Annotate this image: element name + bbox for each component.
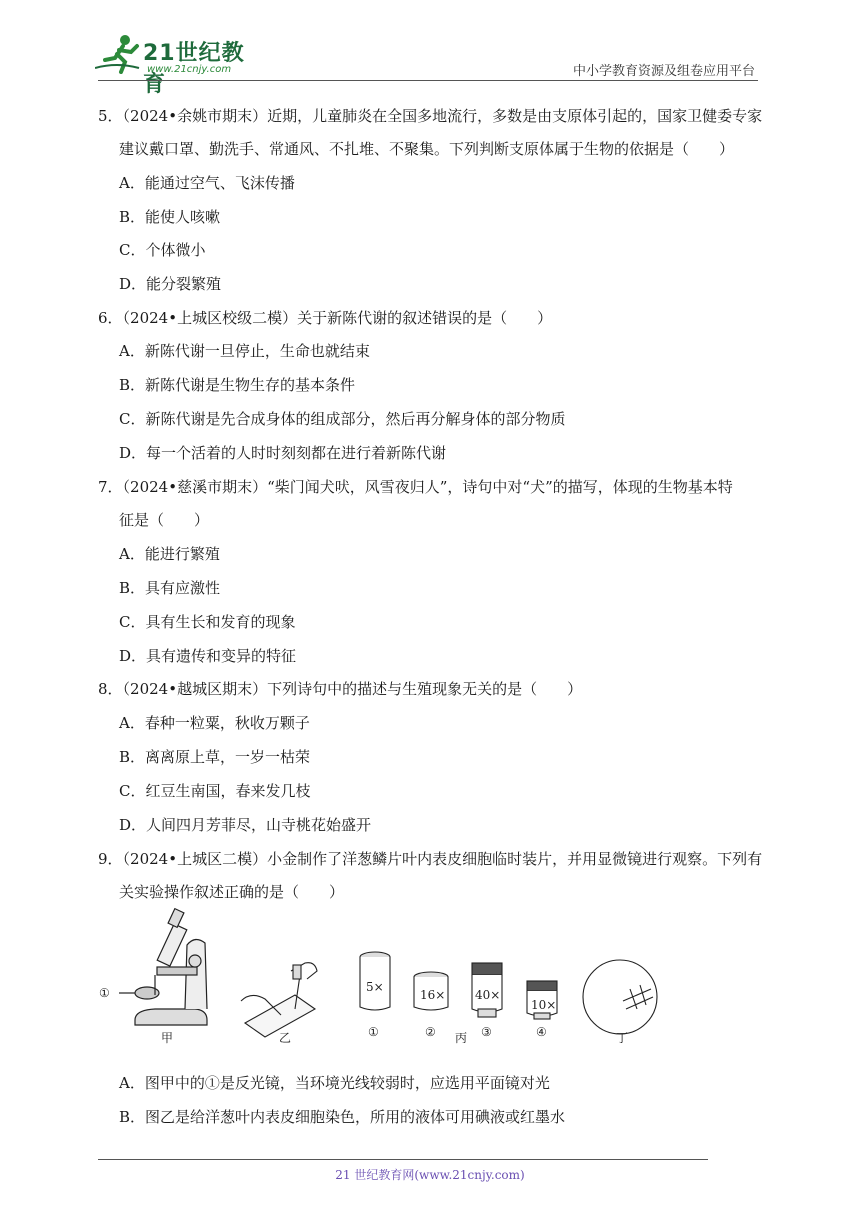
lens-mark-4: 10× [531,998,557,1012]
option-b: B．具有应激性 [119,579,221,597]
figure-label-yi: 乙 [279,1031,292,1045]
option-a: A．春种一粒粟，秋收万颗子 [119,714,310,732]
logo-text: 21世纪教育 [143,41,245,97]
header-divider [98,80,758,81]
lens-number-2: ② [425,1025,436,1039]
callout-number: ① [99,986,110,1000]
page-header [0,0,860,97]
option-d: D．能分裂繁殖 [119,275,222,293]
question-stem-cont: 征是（ ） [119,511,210,529]
footer-text: 21 世纪教育网(www.21cnjy.com) [335,1168,525,1182]
option-a: A．能进行繁殖 [119,545,220,563]
question-stem: （2024•上城区校级二模）关于新陈代谢的叙述错误的是（ ） [122,309,553,327]
option-d: D．人间四月芳菲尽，山寺桃花始盛开 [119,816,372,834]
question-stem-cont: 关实验操作叙述正确的是（ ） [119,883,345,901]
option-a: A．图甲中的①是反光镜，当环境光线较弱时，应选用平面镜对光 [119,1074,550,1092]
question-5 [98,106,762,126]
option-a: A．能通过空气、飞沫传播 [119,174,295,192]
logo-url: www.21cnjy.com [147,64,232,75]
question-stem: （2024•越城区期末）下列诗句中的描述与生殖现象无关的是（ ） [122,680,583,698]
field-of-view-icon [583,960,657,1034]
question-stem: （2024•余姚市期末）近期，儿童肺炎在全国多地流行，多数是由支原体引起的，国家卫健委专家 [122,107,763,125]
question-number: 7． [98,478,123,496]
option-b: B．离离原上草，一岁一枯荣 [119,748,311,766]
option-c: C．新陈代谢是先合成身体的组成部分，然后再分解身体的部分物质 [119,410,566,428]
runner-logo-icon [95,34,141,74]
site-logo [95,34,255,97]
lens-mark-1: 5× [366,980,384,994]
lens-number-4: ④ [536,1025,547,1039]
question-number: 8． [98,680,123,698]
question-6 [98,308,552,328]
lens-number-1: ① [368,1025,379,1039]
experiment-figure [95,905,675,1055]
figure-label-ding: 丁 [616,1031,629,1045]
question-9 [98,849,762,869]
option-b: B．图乙是给洋葱叶内表皮细胞染色，所用的液体可用碘液或红墨水 [119,1108,566,1126]
option-c: C．红豆生南国，春来发几枝 [119,782,311,800]
question-7 [98,477,733,497]
question-8 [98,679,582,699]
option-c: C．个体微小 [119,241,206,259]
microscope-icon [119,909,207,1025]
question-stem-cont: 建议戴口罩、勤洗手、常通风、不扎堆、不聚集。下列判断支原体属于生物的依据是（ ） [119,140,735,158]
lens-number-3: ③ [481,1025,492,1039]
option-b: B．能使人咳嗽 [119,208,221,226]
question-stem: （2024•上城区二模）小金制作了洋葱鳞片叶内表皮细胞临时装片，并用显微镜进行观察。下列有 [122,850,763,868]
option-a: A．新陈代谢一旦停止，生命也就结束 [119,342,370,360]
figure-label-bing: 丙 [455,1031,468,1045]
question-stem: （2024•慈溪市期末）“柴门闻犬吠，风雪夜归人”，诗句中对“犬”的描写，体现的生物基本特 [122,478,733,496]
figure-label-jia: 甲 [161,1031,174,1045]
option-c: C．具有生长和发育的现象 [119,613,296,631]
option-d: D．具有遗传和变异的特征 [119,647,297,665]
lens-mark-2: 16× [420,988,446,1002]
figure-illustration [95,905,675,1055]
question-number: 9． [98,850,123,868]
footer-divider [98,1159,708,1160]
platform-title: 中小学教育资源及组卷应用平台 [572,64,755,79]
option-d: D．每一个活着的人时时刻刻都在进行着新陈代谢 [119,444,447,462]
option-b: B．新陈代谢是生物生存的基本条件 [119,376,356,394]
question-number: 5． [98,107,123,125]
question-number: 6． [98,309,123,327]
lens-mark-3: 40× [475,988,501,1002]
staining-hand-icon [241,963,317,1037]
